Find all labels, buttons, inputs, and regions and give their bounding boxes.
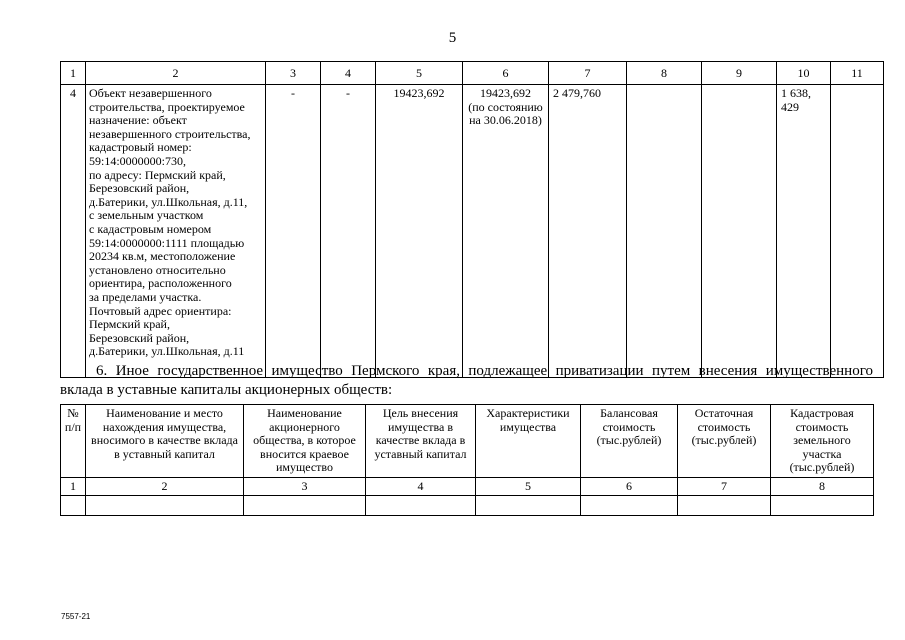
column-number-row xyxy=(61,62,884,85)
header-line: вклада в уставный капитал xyxy=(114,433,238,461)
header-line: стоимость xyxy=(795,419,849,434)
empty-cell xyxy=(244,496,366,516)
header-line: Остаточная xyxy=(694,406,754,420)
header-line: участка xyxy=(802,446,842,461)
description-line: за пределами участка. xyxy=(89,289,202,304)
property-description xyxy=(86,85,266,378)
description-line: Березовский район, xyxy=(89,181,190,196)
header-line: имущества xyxy=(499,419,557,434)
header-line: общества, xyxy=(253,433,305,448)
empty-cell xyxy=(581,496,678,516)
header-line: капитал xyxy=(426,446,467,461)
header-cell-characteristics xyxy=(476,405,581,478)
column-number: 3 xyxy=(266,62,321,85)
header-cell-book-value xyxy=(581,405,678,478)
header-line: п/п xyxy=(64,419,82,434)
header-line: (тыс.рублей) xyxy=(596,433,662,448)
cell-col8 xyxy=(627,85,702,378)
empty-cell xyxy=(86,496,244,516)
row-number: 4 xyxy=(61,85,86,378)
column-number: 8 xyxy=(627,62,702,85)
header-line: (тыс.рублей) xyxy=(789,460,855,475)
cell-col11 xyxy=(831,85,884,378)
column-number: 6 xyxy=(581,478,678,496)
column-number: 4 xyxy=(321,62,376,85)
contribution-table xyxy=(60,404,874,516)
description-line: с кадастровым номером xyxy=(89,221,212,236)
column-number: 3 xyxy=(244,478,366,496)
header-cell-purpose xyxy=(366,405,476,478)
empty-cell xyxy=(476,496,581,516)
column-number: 6 xyxy=(463,62,549,85)
header-line: имущества xyxy=(388,419,445,434)
header-line: стоимость xyxy=(602,419,656,434)
empty-row xyxy=(61,496,874,516)
column-number: 4 xyxy=(366,478,476,496)
header-line: Наименование и место xyxy=(106,406,223,420)
header-cell-cadastral-value xyxy=(771,405,874,478)
section-6-title xyxy=(60,362,873,400)
column-number: 9 xyxy=(702,62,777,85)
column-number: 7 xyxy=(678,478,771,496)
empty-cell xyxy=(366,496,476,516)
column-number: 1 xyxy=(61,62,86,85)
header-cell-property-name xyxy=(86,405,244,478)
description-line: по адресу: Пермский край, xyxy=(89,167,226,182)
header-line: стоимость xyxy=(697,419,751,434)
description-line: кадастровый номер: xyxy=(89,140,192,155)
column-number: 2 xyxy=(86,62,266,85)
cell-col9 xyxy=(702,85,777,378)
cell-col6 xyxy=(463,85,549,378)
empty-cell xyxy=(678,496,771,516)
empty-cell xyxy=(771,496,874,516)
header-line: № xyxy=(67,406,79,420)
cell-col4: - xyxy=(321,85,376,378)
description-line: ориентира, расположенного xyxy=(89,276,232,291)
description-line: 20234 кв.м, местоположение xyxy=(89,249,236,264)
cell-col6-line: 19423,692 xyxy=(480,86,531,100)
page-number: 5 xyxy=(448,30,457,46)
cell-col10: 1 638, 429 xyxy=(777,85,831,378)
table-row xyxy=(61,85,884,378)
header-line: в уставный xyxy=(374,433,466,461)
header-line: в которое вносится xyxy=(260,433,356,461)
header-line: нахождения имущества, xyxy=(102,419,227,434)
description-line: с земельным участком xyxy=(89,208,204,223)
empty-cell xyxy=(61,496,86,516)
description-line: незавершенного строительства, xyxy=(89,126,251,141)
description-line: строительства, проектируемое xyxy=(89,99,245,114)
document-code: 7557-21 xyxy=(61,612,91,621)
description-line: Почтовый адрес ориентира: xyxy=(89,303,232,318)
column-number: 7 xyxy=(549,62,627,85)
column-number: 5 xyxy=(476,478,581,496)
header-line: Характеристики xyxy=(486,406,570,420)
header-row xyxy=(61,405,874,478)
description-line: 59:14:0000000:730, xyxy=(89,153,187,168)
section-6-title-line2: вклада в уставные капиталы акционерных обществ: xyxy=(60,382,393,398)
header-line: земельного xyxy=(793,433,851,448)
description-line: д.Батерики, ул.Школьная, д.11, xyxy=(89,194,248,209)
header-line: в качестве вклада xyxy=(375,419,457,448)
header-line: вносимого в качестве xyxy=(91,433,201,448)
column-number-row xyxy=(61,478,874,496)
column-number: 5 xyxy=(376,62,463,85)
description-line: Березовский район, xyxy=(89,330,190,345)
header-cell-number xyxy=(61,405,86,478)
header-line: Наименование xyxy=(267,406,342,420)
header-line: акционерного xyxy=(269,419,340,434)
header-cell-residual-value xyxy=(678,405,771,478)
header-line: краевое имущество xyxy=(275,446,349,475)
header-line: Балансовая xyxy=(600,406,658,420)
description-line: д.Батерики, ул.Школьная, д.11 xyxy=(89,344,245,359)
column-number: 2 xyxy=(86,478,244,496)
header-cell-company-name xyxy=(244,405,366,478)
column-number: 1 xyxy=(61,478,86,496)
column-number: 11 xyxy=(831,62,884,85)
cell-col3: - xyxy=(266,85,321,378)
column-number: 8 xyxy=(771,478,874,496)
header-line: Цель внесения xyxy=(382,406,459,420)
header-line: (тыс.рублей) xyxy=(691,433,757,448)
description-line: назначение: объект xyxy=(89,113,187,128)
column-number: 10 xyxy=(777,62,831,85)
cell-col5: 19423,692 xyxy=(376,85,463,378)
description-line: Объект незавершенного xyxy=(89,86,212,100)
cell-col6-line: (по состоянию xyxy=(468,99,543,114)
header-line: Кадастровая xyxy=(790,406,854,420)
cell-col7: 2 479,760 xyxy=(549,85,627,378)
property-table xyxy=(60,61,884,378)
description-line: 59:14:0000000:1111 площадью xyxy=(89,235,245,250)
description-line: Пермский край, xyxy=(89,317,170,332)
cell-col6-line: на 30.06.2018) xyxy=(469,113,542,128)
description-line: установлено относительно xyxy=(89,262,226,277)
section-6-title-line1: 6. Иное государственное имущество Пермского края, подлежащее приватизации путем внесения имущественного xyxy=(96,363,873,379)
